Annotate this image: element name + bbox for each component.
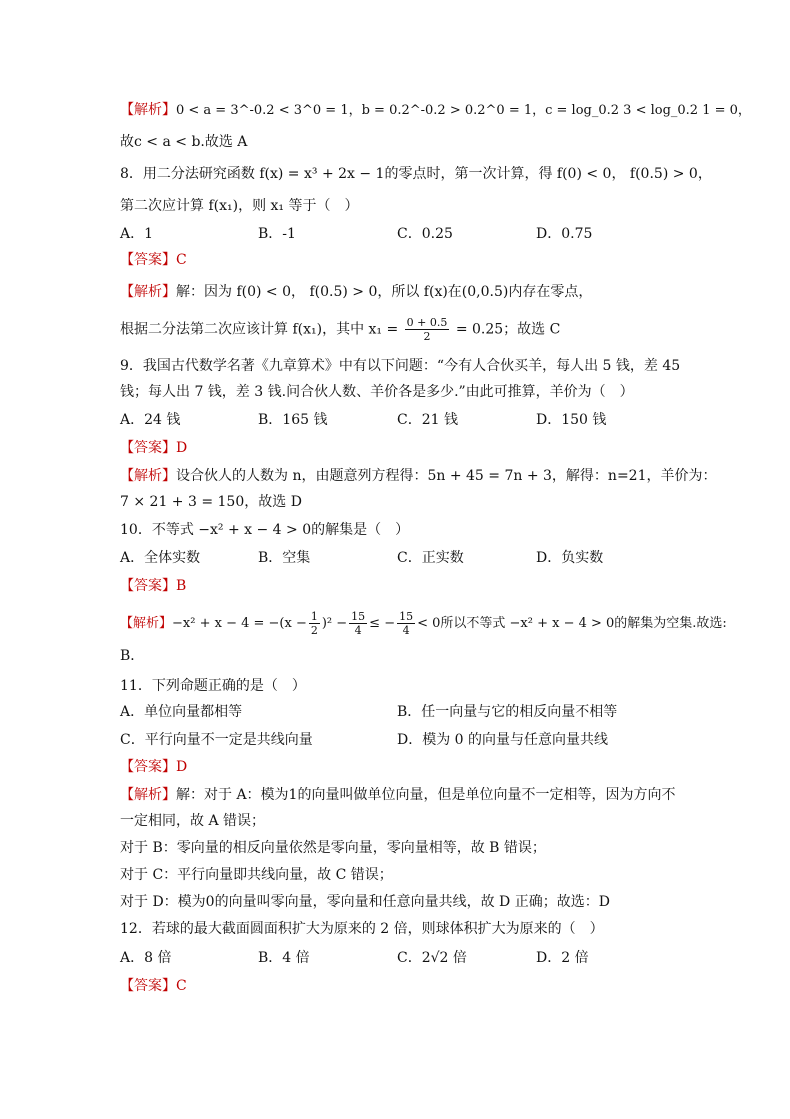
q7-analysis-math: 0 < a = 3^-0.2 < 3^0 = 1，b = 0.2^-0.2 > 0.2^0 = 1，c = log_0.2 3 < log_0.2 1 = 0， (176, 103, 751, 118)
q8-frac-num: 0 + 0.5 (406, 316, 448, 329)
analysis-tag: 【解析】 (120, 616, 173, 631)
q10-analysis-c: ≤ − (369, 616, 396, 631)
q8-option-c: C．0.25 (397, 226, 453, 242)
q9-option-b: B．165 钱 (258, 412, 328, 428)
q11-analysis-line-2: 一定相同，故 A 错误； (120, 813, 266, 829)
analysis-tag: 【解析】 (120, 284, 176, 300)
q8-answer: C (176, 252, 187, 268)
q9-answer-line (120, 438, 187, 458)
q8-stem-line-2: 第二次应计算 f(x₁)，则 x₁ 等于（ ） (120, 198, 359, 214)
q8-fraction (405, 316, 450, 343)
q12-stem: 12．若球的最大截面圆面积扩大为原来的 2 倍，则球体积扩大为原来的（ ） (120, 921, 604, 937)
q10-half-fraction (309, 610, 320, 637)
q8-stem-line-1: 8．用二分法研究函数 f(x) = x³ + 2x − 1的零点时，第一次计算，得 f(0) < 0， f(0.5) > 0， (120, 166, 712, 182)
q10-half-num: 1 (310, 610, 318, 623)
q7-conclusion: 故c < a < b.故选 A (120, 134, 248, 150)
answer-tag: 【答案】 (120, 252, 176, 268)
q11-option-b: B．任一向量与它的相反向量不相等 (397, 704, 618, 720)
q9-analysis-line-1 (120, 466, 717, 486)
q8-analysis-2a: 根据二分法第二次应该计算 f(x₁)，其中 x₁ = (120, 321, 399, 338)
q8-analysis-2b: = 0.25；故选 C (455, 321, 561, 338)
q10-f2-den: 4 (402, 624, 410, 637)
q10-fraction-2 (397, 610, 415, 637)
q10-answer-line (120, 576, 186, 596)
q10-option-b: B．空集 (258, 550, 311, 566)
q10-half-den: 2 (310, 624, 318, 637)
q8-analysis-line-1 (120, 282, 592, 302)
analysis-tag: 【解析】 (120, 787, 176, 803)
q12-option-c: C．2√2 倍 (397, 950, 467, 966)
q9-option-d: D．150 钱 (536, 412, 607, 428)
q7-analysis-line (120, 100, 751, 121)
q9-stem-line-2: 钱；每人出 7 钱，差 3 钱.问合伙人数、羊价各是多少.”由此可推算，羊价为（ ） (120, 384, 634, 400)
q11-option-a: A．单位向量都相等 (120, 704, 243, 720)
q11-answer: D (176, 759, 188, 775)
q11-analysis-line-4: 对于 C：平行向量即共线向量，故 C 错误； (120, 867, 393, 883)
q10-fraction-1 (349, 610, 367, 637)
q11-analysis-line-3: 对于 B：零向量的相反向量依然是零向量，零向量相等，故 B 错误； (120, 840, 546, 856)
q11-analysis-line-1 (120, 785, 675, 805)
q8-analysis-1: 解：因为 f(0) < 0， f(0.5) > 0，所以 f(x)在(0,0.5)内存在零点， (176, 284, 593, 300)
q9-analysis-line-2: 7 × 21 + 3 = 150，故选 D (120, 494, 302, 510)
q8-option-b: B．-1 (258, 226, 296, 242)
q11-analysis-line-5: 对于 D：模为0的向量叫零向量，零向量和任意向量共线，故 D 正确；故选：D (120, 894, 610, 910)
q10-stem: 10．不等式 −x² + x − 4 > 0的解集是（ ） (120, 522, 410, 538)
q12-answer: C (176, 978, 187, 994)
q12-option-b: B．4 倍 (258, 950, 310, 966)
answer-tag: 【答案】 (120, 578, 176, 594)
q10-analysis-b: )² − (321, 616, 348, 631)
q8-option-a: A．1 (120, 226, 154, 242)
q8-analysis-line-2 (120, 316, 560, 343)
q9-option-c: C．21 钱 (397, 412, 458, 428)
q10-analysis-a: −x² + x − 4 = −(x − (172, 616, 307, 631)
answer-tag: 【答案】 (120, 978, 176, 994)
q12-option-a: A．8 倍 (120, 950, 172, 966)
q11-option-d: D．模为 0 的向量与任意向量共线 (397, 732, 609, 748)
q10-f2-num: 15 (399, 610, 414, 623)
q11-option-c: C．平行向量不一定是共线向量 (120, 732, 313, 748)
q12-answer-line (120, 976, 187, 996)
q9-answer: D (176, 440, 188, 456)
q9-analysis-1: 设合伙人的人数为 n，由题意列方程得：5n + 45 = 7n + 3，解得：n=21，羊价为： (176, 468, 717, 484)
q10-analysis-d: < 0所以不等式 −x² + x − 4 > 0的解集为空集.故选: (417, 616, 727, 631)
q10-option-c: C．正实数 (397, 550, 464, 566)
q11-stem: 11．下列命题正确的是（ ） (120, 678, 306, 694)
analysis-tag: 【解析】 (120, 102, 176, 118)
q10-answer: B (176, 578, 187, 594)
q12-option-d: D．2 倍 (536, 950, 589, 966)
analysis-tag: 【解析】 (120, 468, 176, 484)
answer-tag: 【答案】 (120, 440, 176, 456)
q10-analysis-end: B． (120, 648, 145, 664)
q10-f1-num: 15 (351, 610, 366, 623)
q10-analysis-line-1 (120, 610, 727, 637)
q9-stem-line-1: 9．我国古代数学名著《九章算术》中有以下问题：“今有人合伙买羊，每人出 5 钱，差 45 (120, 358, 681, 374)
q11-answer-line (120, 757, 187, 777)
q10-f1-den: 4 (354, 624, 362, 637)
q11-analysis-1: 解：对于 A：模为1的向量叫做单位向量，但是单位向量不一定相等，因为方向不 (176, 787, 676, 803)
q10-option-a: A．全体实数 (120, 550, 201, 566)
answer-tag: 【答案】 (120, 759, 176, 775)
q8-answer-line (120, 250, 187, 270)
q9-option-a: A．24 钱 (120, 412, 181, 428)
q10-option-d: D．负实数 (536, 550, 604, 566)
q8-frac-den: 2 (423, 330, 431, 343)
q8-option-d: D．0.75 (536, 226, 593, 242)
